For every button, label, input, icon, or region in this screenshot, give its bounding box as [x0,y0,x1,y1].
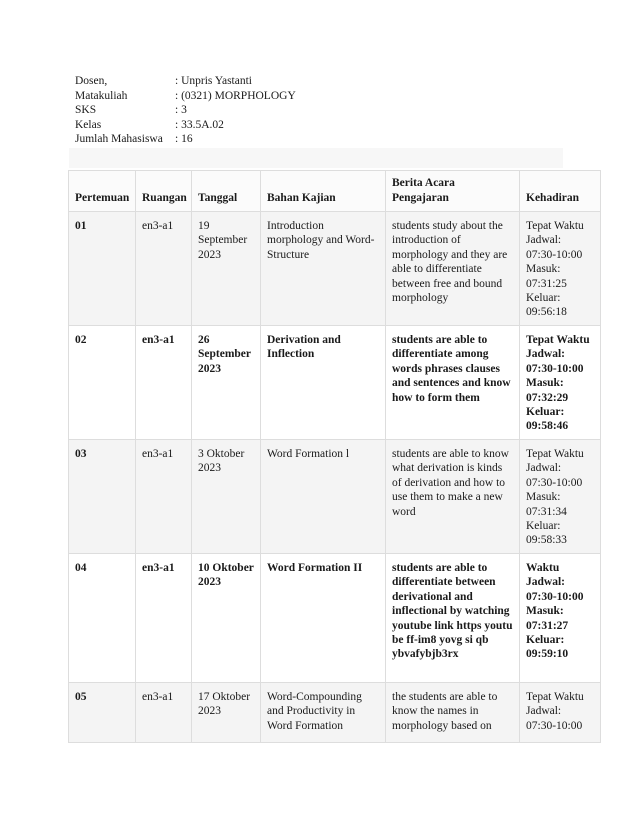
kehadiran-line: Tepat Waktu [526,220,584,232]
kehadiran-line: Keluar: [526,292,561,305]
kehadiran-line: Keluar: [526,406,565,419]
kehadiran-line: Masuk: [526,605,564,618]
cell-berita-acara: the students are able to know the names in morphology based on [386,683,520,743]
kehadiran-line: 07:32:29 [526,391,569,404]
cell-bahan-kajian: Introduction morphology and Word-Structure [261,212,386,326]
cell-tanggal: 10 Oktober 2023 [192,554,261,683]
kehadiran-line: Masuk: [526,491,561,504]
cell-ruangan: en3-a1 [136,212,192,326]
info-row [75,74,296,89]
cell-ruangan: en3-a1 [136,683,192,743]
kehadiran-line: Tepat Waktu [526,691,584,703]
info-value: : Unpris Yastanti [175,75,252,87]
cell-berita-acara: students are able to differentiate among words phrases clauses and sentences and know how to form them [386,326,520,440]
info-label: SKS [75,104,97,117]
table-row [69,683,601,743]
info-value: : 3 [175,104,187,117]
kehadiran-line: Waktu [526,562,560,574]
kehadiran-line: 09:58:33 [526,534,567,547]
kehadiran-line: Keluar: [526,634,565,647]
cell-pertemuan: 04 [69,554,136,683]
cell-kehadiran [520,683,601,743]
cell-tanggal: 17 Oktober 2023 [192,683,261,743]
kehadiran-line: 09:58:46 [526,420,569,433]
header-berita-acara: Berita Acara Pengajaran [386,171,520,212]
table-row [69,440,601,554]
kehadiran-line: 07:30-10:00 [526,590,584,603]
cell-tanggal: 3 Oktober 2023 [192,440,261,554]
table-row [69,212,601,326]
cell-ruangan: en3-a1 [136,554,192,683]
header-kehadiran: Kehadiran [520,171,601,212]
kehadiran-line: Jadwal: [526,234,562,247]
cell-berita-acara: students are able to differentiate between derivational and inflectional by watching youtube link https youtu be ff-im8 yovg si qb ybvafybjb3rx [386,554,520,683]
header-ruangan: Ruangan [136,171,192,212]
cell-kehadiran [520,326,601,440]
info-row [75,132,296,147]
kehadiran-line: Tepat Waktu [526,448,584,460]
cell-kehadiran [520,212,601,326]
table-row [69,554,601,683]
cell-bahan-kajian: Word-Compounding and Productivity in Word Formation [261,683,386,743]
kehadiran-line: 07:30-10:00 [526,248,583,261]
kehadiran-line: Jadwal: [526,462,562,475]
kehadiran-line: 07:30-10:00 [526,719,583,732]
table-header-row [69,171,601,212]
kehadiran-line: Keluar: [526,520,561,533]
cell-berita-acara: students are able to know what derivation is kinds of derivation and how to use them to make a new word [386,440,520,554]
info-value: : (0321) MORPHOLOGY [175,89,296,102]
kehadiran-line: 09:59:10 [526,648,569,661]
header-tanggal: Tanggal [192,171,261,212]
cell-kehadiran [520,554,601,683]
cell-bahan-kajian: Derivation and Inflection [261,326,386,440]
kehadiran-line: Tepat Waktu [526,334,590,346]
cell-kehadiran [520,440,601,554]
kehadiran-line: Jadwal: [526,705,562,718]
cell-pertemuan: 02 [69,326,136,440]
info-label: Matakuliah [75,89,128,102]
cell-pertemuan: 01 [69,212,136,326]
info-row [75,118,296,133]
kehadiran-line: 07:31:34 [526,505,567,518]
course-info [75,74,296,147]
cell-bahan-kajian: Word Formation l [261,440,386,554]
info-label: Dosen, [75,75,108,87]
cell-tanggal: 26 September 2023 [192,326,261,440]
kehadiran-line: Masuk: [526,377,564,390]
info-row [75,103,296,118]
cell-bahan-kajian: Word Formation II [261,554,386,683]
cell-ruangan: en3-a1 [136,326,192,440]
section-band [69,148,563,168]
kehadiran-line: 09:56:18 [526,306,567,319]
header-pertemuan: Pertemuan [69,171,136,212]
info-label: Jumlah Mahasiswa [75,133,163,146]
header-bahan-kajian: Bahan Kajian [261,171,386,212]
cell-pertemuan: 05 [69,683,136,743]
table-row [69,326,601,440]
kehadiran-line: Jadwal: [526,576,565,589]
kehadiran-line: Jadwal: [526,348,565,361]
kehadiran-line: 07:30-10:00 [526,476,583,489]
info-value: : 33.5A.02 [175,118,224,131]
kehadiran-line: Masuk: [526,263,561,276]
info-value: : 16 [175,133,193,146]
kehadiran-line: 07:31:27 [526,619,569,632]
kehadiran-line: 07:31:25 [526,277,567,290]
info-row [75,89,296,104]
cell-berita-acara: students study about the introduction of morphology and they are able to differentiate between free and bound morphology [386,212,520,326]
cell-tanggal: 19 September 2023 [192,212,261,326]
cell-pertemuan: 03 [69,440,136,554]
cell-ruangan: en3-a1 [136,440,192,554]
kehadiran-line: 07:30-10:00 [526,362,584,375]
attendance-table [68,170,601,743]
info-label: Kelas [75,118,102,131]
